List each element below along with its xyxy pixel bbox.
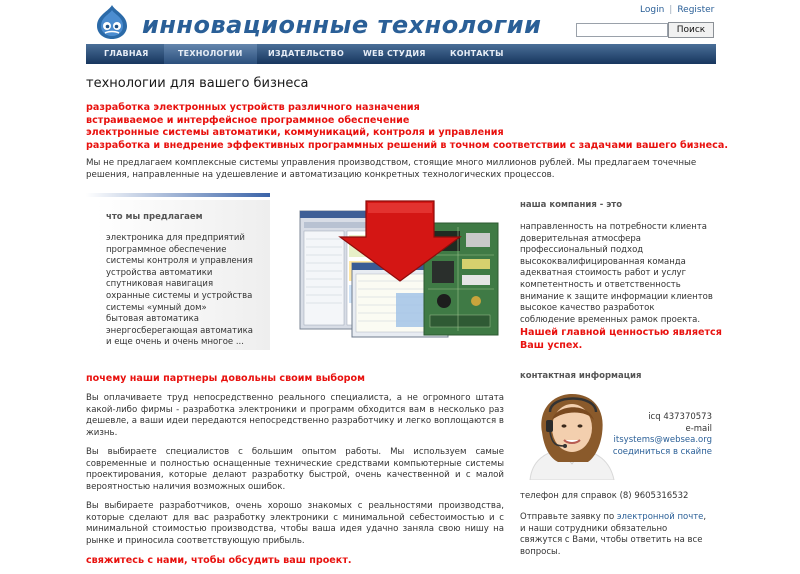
list-item: направленность на потребности клиента xyxy=(520,222,707,232)
auth-links xyxy=(640,5,714,15)
partners-paragraph: Вы выбираете специалистов с большим опытом работы. Мы используем самые современные и полностью оснащенные технические средствами компьютерные системы проектирования, которые делают разработку быстрой, очень качественной и с малой вероятностью наличия возможных ошибок. xyxy=(86,447,504,492)
list-item: спутниковая навигация xyxy=(106,279,214,290)
contact-details xyxy=(613,412,712,458)
list-item: внимание к защите информации клиентов xyxy=(520,291,713,302)
request-email-link[interactable]: электронной почте xyxy=(616,512,704,522)
support-operator-avatar xyxy=(520,388,626,480)
list-item: компетентность и ответственность xyxy=(520,279,681,290)
list-item: доверительная атмосфера xyxy=(520,233,641,244)
login-link[interactable]: Login xyxy=(640,5,665,15)
offer-title: что мы предлагаем xyxy=(106,212,203,222)
email-label: e-mail xyxy=(685,423,712,434)
main-nav xyxy=(86,44,716,64)
motto-line: Ваш успех. xyxy=(520,339,583,351)
highlight-line: электронные системы автоматики, коммуникаций, контроля и управления xyxy=(86,127,504,138)
page-title: технологии для вашего бизнеса xyxy=(86,76,309,91)
list-item: соблюдение временных рамок проекта. xyxy=(520,314,701,325)
list-item: адекватная стоимость работ и услуг xyxy=(520,268,687,279)
list-item: электроника для предприятий xyxy=(106,233,245,243)
nav-technologies[interactable]: ТЕХНОЛОГИИ xyxy=(164,44,257,64)
register-link[interactable]: Register xyxy=(677,5,715,15)
auth-separator: | xyxy=(669,5,673,15)
motto-line: Нашей главной ценностью является xyxy=(520,327,722,338)
list-item: охранные системы и устройства xyxy=(106,290,253,301)
search-button[interactable]: Поиск xyxy=(668,22,714,38)
list-item: высокое качество разработок xyxy=(520,303,655,314)
search-input[interactable] xyxy=(576,23,668,37)
company-motto xyxy=(520,327,722,352)
highlights xyxy=(86,102,728,152)
section-divider xyxy=(86,193,270,197)
list-item: профессиональный подход xyxy=(520,245,644,256)
partners-paragraph: Вы оплачиваете труд непосредственно реального специалиста, а не огромного штата какой-либо фирмы - разработка электроники и программ обходится вам в несколько раз дешевле, а ваши идеи передаются непосредственно разработчику и легко воплощаются в жизнь. xyxy=(86,393,504,438)
list-item: системы «умный дом» xyxy=(106,302,207,313)
company-title: наша компания - это xyxy=(520,200,623,210)
highlight-line: разработка электронных устройств различного назначения xyxy=(86,102,420,113)
list-item: устройства автоматики xyxy=(106,267,213,278)
highlight-line: разработка и внедрение эффективных программных решений в точном соответствии с задачами вашего бизнеса. xyxy=(86,139,728,151)
list-item: бытовая автоматика xyxy=(106,314,199,325)
partners-paragraph: Вы выбираете разработчиков, очень хорошо знакомых с реальностями производства, которые сделают для вас разработку электроники с минимальной себестоимостью и с минимальной стоимостью производства, чтобы ваша идея удачно заняла свою нишу на рынке и приносила соответствующую прибыль. xyxy=(86,501,504,546)
icq-number: icq 437370573 xyxy=(648,412,712,422)
site-title[interactable]: инновационные технологии xyxy=(142,11,542,39)
header xyxy=(0,0,800,44)
contact-title: контактная информация xyxy=(520,371,642,381)
nav-web-studio[interactable]: WEB СТУДИЯ xyxy=(363,49,426,58)
request-text-start: Отправьте заявку по xyxy=(520,512,617,522)
list-item: и еще очень и очень многое ... xyxy=(106,337,244,348)
list-item: энергосберегающая автоматика xyxy=(106,325,253,336)
offer-list xyxy=(106,233,253,349)
partners-title: почему наши партнеры довольны своим выбором xyxy=(86,373,365,384)
contact-us-cta: свяжитесь с нами, чтобы обсудить ваш проект. xyxy=(86,555,352,566)
highlight-line: встраиваемое и интерфейсное программное обеспечение xyxy=(86,114,410,126)
product-illustration xyxy=(298,197,500,343)
drupal-logo-icon[interactable] xyxy=(94,4,130,40)
phone-number: телефон для справок (8) 9605316532 xyxy=(520,491,689,501)
list-item: системы контроля и управления xyxy=(106,256,253,267)
intro-text: Мы не предлагаем комплексные системы управления производством, стоящие много миллионов рублей. Мы предлагаем точечные решения, направленные на удешевление и автоматизацию конкретных технологических процессов. xyxy=(86,158,697,180)
request-text-end: , и наши сотрудники обязательно свяжутся с Вами, чтобы ответить на все вопросы. xyxy=(520,512,707,557)
list-item: программное обеспечение xyxy=(106,244,227,255)
list-item: высококвалифицированная команда xyxy=(520,256,686,267)
skype-link[interactable]: соединиться в скайпе xyxy=(612,446,712,457)
request-text xyxy=(520,512,712,558)
company-list xyxy=(520,222,713,326)
nav-publishing[interactable]: ИЗДАТЕЛЬСТВО xyxy=(268,49,344,58)
email-link[interactable]: itsystems@websea.org xyxy=(613,435,712,446)
nav-contacts[interactable]: КОНТАКТЫ xyxy=(450,49,504,58)
nav-home[interactable]: ГЛАВНАЯ xyxy=(104,49,149,58)
